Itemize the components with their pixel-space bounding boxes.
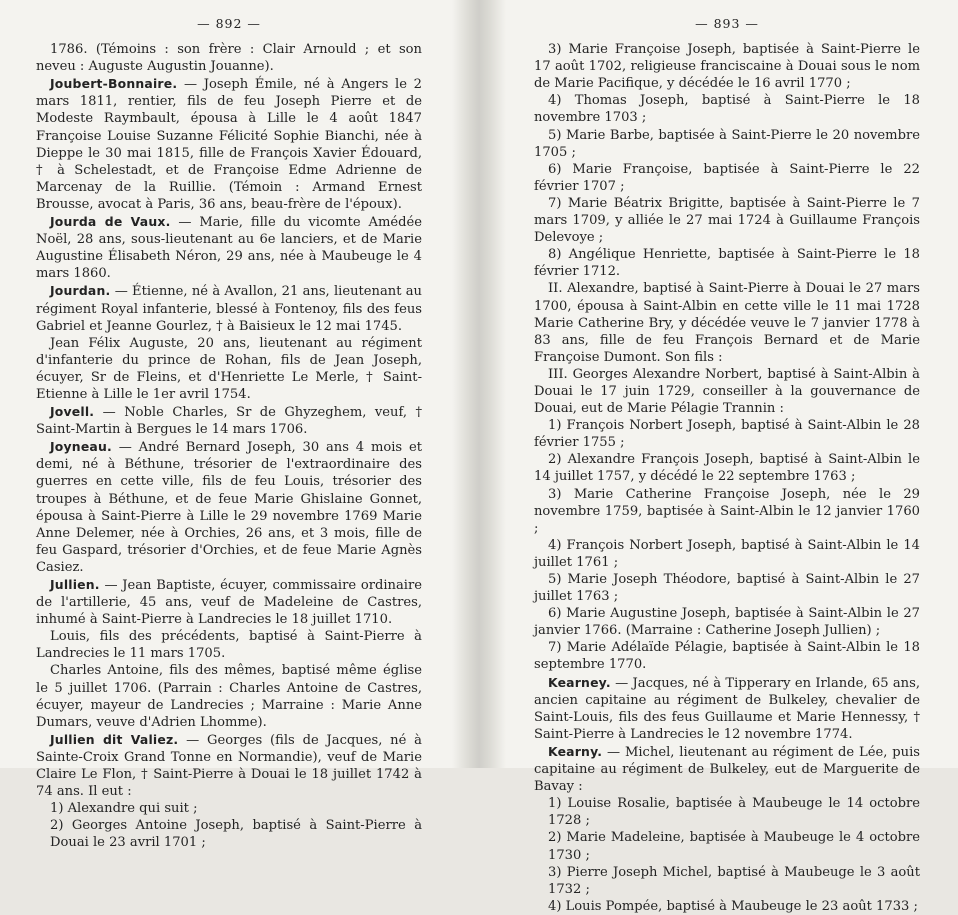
text-paragraph	[534, 280, 920, 365]
paragraph-text: 3) Marie Françoise Joseph, baptisée à Saint-Pierre le 17 août 1702, religieuse franciscaine à Douai sous le nom de Marie Pacifique, y décédée le 16 avril 1770 ;	[534, 42, 920, 92]
text-paragraph	[36, 41, 422, 75]
paragraph-text: 5) Marie Joseph Théodore, baptisé à Saint-Albin le 27 juillet 1763 ;	[534, 572, 920, 605]
book-gutter	[452, 0, 506, 768]
entry-name: Jullien.	[50, 577, 100, 592]
paragraph-text: 4) Louis Pompée, baptisé à Maubeuge le 23 août 1733 ;	[548, 898, 918, 914]
paragraph-text: — Jean Baptiste, écuyer, commissaire ordinaire de l'artillerie, 45 ans, veuf de Madeleine de Castres, inhumé à Saint-Pierre à Landrecies le 18 juillet 1710.	[36, 578, 422, 628]
paragraph-text: 4) François Norbert Joseph, baptisé à Saint-Albin le 14 juillet 1761 ;	[534, 537, 920, 570]
entry-paragraph	[534, 674, 920, 743]
paragraph-text: — Noble Charles, Sr de Ghyzeghem, veuf, † Saint-Martin à Bergues le 14 mars 1706.	[36, 405, 422, 438]
paragraph-text: II. Alexandre, baptisé à Saint-Pierre à Douai le 27 mars 1700, épousa à Saint-Albin en cette ville le 11 mai 1728 Marie Catherine Bry, y décédée veuve le 7 janvier 1778 à 83 ans, fille de feu François Bernard et de Marie Françoise Dumont. Son fils :	[534, 281, 920, 365]
paragraph-text: — Georges (fils de Jacques, né à Sainte-Croix Grand Tonne en Normandie), veuf de Marie Claire Le Flon, † Saint-Pierre à Douai le 18 juillet 1742 à 74 ans. Il eut :	[36, 732, 422, 800]
paragraph-text: — Jacques, né à Tipperary en Irlande, 65 ans, ancien capitaine au régiment de Bulkeley, chevalier de Saint-Louis, fils des feus Guillaume et Marie Hennessy, † Saint-Pierre à Landrecies le 12 novembre 1774.	[534, 675, 920, 742]
text-paragraph	[534, 246, 920, 280]
entry-name: Kearny.	[548, 743, 603, 759]
entry-name: Jourdan.	[50, 283, 111, 299]
text-paragraph	[36, 335, 422, 403]
text-paragraph	[36, 800, 422, 817]
paragraph-text: — André Bernard Joseph, 30 ans 4 mois et demi, né à Béthune, trésorier de l'extraordinaire des guerres en cette ville, fils de feu Louis, trésorier des troupes à Béthune, et de feue Marie Ghislaine Gonnet, épousa à Saint-Pierre à Lille le 29 novembre 1769 Marie Anne Delemer, née à Orchies, 26 ans, et 3 mois, fille de feu Gaspard, trésorier d'Orchies, et de feue Marie Agnès Casiez.	[36, 440, 422, 575]
page-number-right: — 893 —	[695, 16, 759, 31]
right-page	[506, 0, 958, 914]
paragraph-text: 3) Pierre Joseph Michel, baptisé à Maubeuge le 3 août 1732 ;	[548, 864, 920, 897]
paragraph-text: — Étienne, né à Avallon, 21 ans, lieutenant au régiment Royal infanterie, blessé à Fontenoy, fils des feus Gabriel et Jeanne Gourlez, † à Baisieux le 12 mai 1745.	[36, 284, 422, 334]
text-paragraph	[36, 628, 422, 662]
text-paragraph	[534, 161, 920, 195]
text-paragraph	[534, 127, 920, 161]
paragraph-text: 7) Marie Béatrix Brigitte, baptisée à Saint-Pierre le 7 mars 1709, y alliée le 27 mai 1724 à Guillaume François Delevoye ;	[534, 195, 920, 246]
paragraph-text: — Michel, lieutenant au régiment de Lée, puis capitaine au régiment de Bulkeley, eut de Marguerite de Bavay :	[534, 744, 920, 795]
text-paragraph	[534, 41, 920, 92]
entry-paragraph	[36, 576, 422, 628]
left-page-body	[36, 41, 422, 851]
paragraph-text: Jean Félix Auguste, 20 ans, lieutenant au régiment d'infanterie du prince de Rohan, fils de Jean Joseph, écuyer, Sr de Fleins, et d'Henriette Le Merle, † Saint-Etienne à Lille le 1er avril 1754.	[36, 335, 422, 402]
text-paragraph	[534, 605, 920, 639]
entry-name: Kearney.	[548, 674, 611, 690]
paragraph-text: 3) Marie Catherine Françoise Joseph, née le 29 novembre 1759, baptisée à Saint-Albin le 12 janvier 1760 ;	[534, 486, 920, 536]
paragraph-text: 8) Angélique Henriette, baptisée à Saint-Pierre le 18 février 1712.	[534, 247, 920, 280]
entry-name: Jovell.	[50, 404, 95, 420]
text-paragraph	[534, 451, 920, 485]
text-paragraph	[534, 92, 920, 126]
text-paragraph	[534, 195, 920, 246]
paragraph-text: 7) Marie Adélaïde Pélagie, baptisée à Saint-Albin le 18 septembre 1770.	[534, 640, 920, 673]
entry-paragraph	[534, 743, 920, 795]
paragraph-text: 2) Marie Madeleine, baptisée à Maubeuge le 4 octobre 1730 ;	[548, 830, 920, 863]
paragraph-text: 2) Alexandre François Joseph, baptisé à Saint-Albin le 14 juillet 1757, y décédé le 22 septembre 1763 ;	[534, 452, 920, 485]
left-page	[0, 0, 452, 851]
paragraph-text: 1) Alexandre qui suit ;	[50, 801, 198, 817]
paragraph-text: III. Georges Alexandre Norbert, baptisé à Saint-Albin à Douai le 17 juin 1729, conseiller à la gouvernance de Douai, eut de Marie Pélagie Trannin :	[534, 366, 920, 417]
entry-paragraph	[36, 75, 422, 213]
page-number-left: — 892 —	[197, 16, 261, 31]
text-paragraph	[534, 864, 920, 898]
entry-name: Joubert-Bonnaire.	[50, 76, 178, 92]
paragraph-text: — Marie, fille du vicomte Amédée Noël, 28 ans, sous-lieutenant au 6e lanciers, et de Marie Augustine Élisabeth Néron, 29 ans, née à Maubeuge le 4 mars 1860.	[36, 215, 422, 282]
paragraph-text: — Joseph Émile, né à Angers le 2 mars 1811, rentier, fils de feu Joseph Pierre et de Modeste Raymbault, épousa à Lille le 4 août 1847 Françoise Louise Suzanne Félicité Sophie Bianchi, née à Dieppe le 30 mai 1815, fille de François Xavier Édouard, † à Schelestadt, et de Françoise Edme Adrienne de Marcenay de la Ruillie. (Témoin : Armand Ernest Brousse, avocat à Paris, 36 ans, beau-frère de l'époux).	[36, 77, 422, 212]
text-paragraph	[534, 829, 920, 863]
right-page-body	[534, 41, 920, 915]
entry-paragraph	[36, 438, 422, 576]
text-paragraph	[534, 639, 920, 673]
entry-name: Jourda de Vaux.	[50, 214, 171, 230]
entry-paragraph	[36, 213, 422, 282]
paragraph-text: 1786. (Témoins : son frère : Clair Arnould ; et son neveu : Auguste Augustin Jouanne).	[36, 42, 422, 75]
paragraph-text: Charles Antoine, fils des mêmes, baptisé même église le 5 juillet 1706. (Parrain : Charles Antoine de Castres, écuyer, mayeur de Landrecies ; Marraine : Marie Anne Dumars, veuve d'Adrien Lhomme).	[36, 663, 422, 730]
paragraph-text: 1) Louise Rosalie, baptisée à Maubeuge le 14 octobre 1728 ;	[548, 796, 920, 829]
text-paragraph	[534, 537, 920, 571]
entry-paragraph	[36, 731, 422, 800]
paragraph-text: 1) François Norbert Joseph, baptisé à Saint-Albin le 28 février 1755 ;	[534, 418, 920, 451]
paragraph-text: 4) Thomas Joseph, baptisé à Saint-Pierre le 18 novembre 1703 ;	[534, 93, 920, 126]
paragraph-text: Louis, fils des précédents, baptisé à Saint-Pierre à Landrecies le 11 mars 1705.	[36, 629, 422, 662]
text-paragraph	[534, 571, 920, 605]
text-paragraph	[534, 486, 920, 537]
paragraph-text: 6) Marie Françoise, baptisée à Saint-Pierre le 22 février 1707 ;	[534, 161, 920, 194]
text-paragraph	[36, 817, 422, 851]
text-paragraph	[534, 795, 920, 829]
text-paragraph	[36, 662, 422, 730]
paragraph-text: 2) Georges Antoine Joseph, baptisé à Saint-Pierre à Douai le 23 avril 1701 ;	[50, 818, 422, 851]
paragraph-text: 5) Marie Barbe, baptisée à Saint-Pierre le 20 novembre 1705 ;	[534, 127, 920, 160]
entry-paragraph	[36, 403, 422, 438]
text-paragraph	[534, 417, 920, 451]
text-paragraph	[534, 898, 920, 915]
paragraph-text: 6) Marie Augustine Joseph, baptisée à Saint-Albin le 27 janvier 1766. (Marraine : Catherine Joseph Jullien) ;	[534, 606, 920, 639]
text-paragraph	[534, 366, 920, 417]
entry-name: Jullien dit Valiez.	[50, 731, 179, 747]
entry-paragraph	[36, 282, 422, 334]
entry-name: Joyneau.	[50, 439, 112, 455]
